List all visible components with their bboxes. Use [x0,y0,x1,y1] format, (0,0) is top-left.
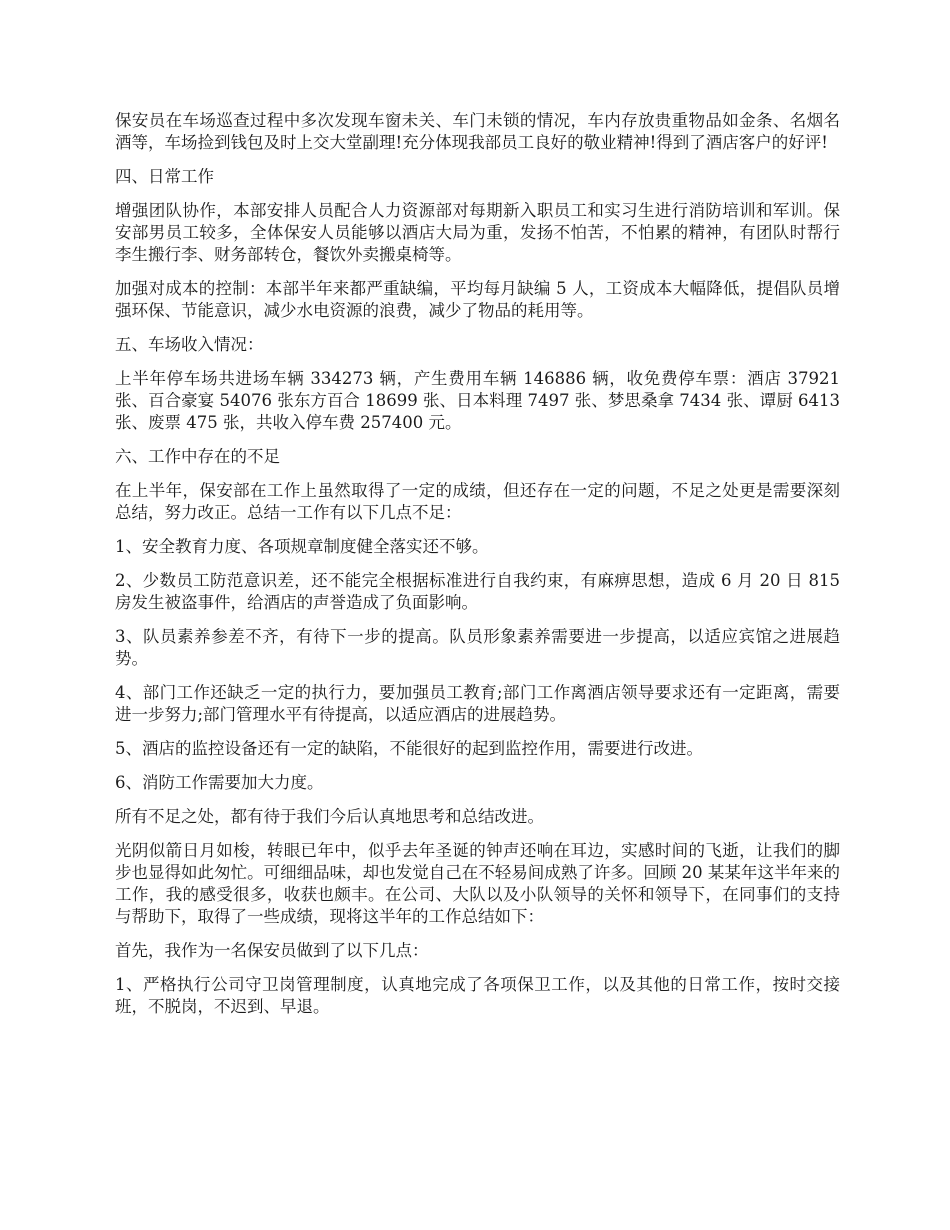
list-item: 1、严格执行公司守卫岗管理制度，认真地完成了各项保卫工作，以及其他的日常工作，按时交接班，不脱岗，不迟到、早退。 [115,975,840,1016]
section-heading: 四、日常工作 [115,167,214,186]
paragraph: 所有不足之处，都有待于我们今后认真地思考和总结改进。 [115,807,544,826]
document-body [115,110,840,1030]
list-item: 4、部门工作还缺乏一定的执行力，要加强员工教育;部门工作离酒店领导要求还有一定距离，需要进一步努力;部门管理水平有待提高，以适应酒店的进展趋势。 [115,683,840,724]
paragraph: 在上半年，保安部在工作上虽然取得了一定的成绩，但还存在一定的问题，不足之处更是需要深刻总结，努力改正。总结一工作有以下几点不足： [115,481,840,522]
paragraph: 光阴似箭日月如梭，转眼已年中，似乎去年圣诞的钟声还响在耳边，实感时间的飞逝，让我们的脚步也显得如此匆忙。可细细品味，却也发觉自己在不轻易间成熟了许多。回顾 20 某某年这半年来的工作，我的感受很多，收获也颇丰。在公司、大队以及小队领导的关怀和领导下，在同事们的支持与帮助下，取得了一些成绩，现将这半年的工作总结如下： [115,841,840,926]
paragraph: 加强对成本的控制：本部半年来都严重缺编，平均每月缺编 5 人，工资成本大幅降低，提倡队员增强环保、节能意识，减少水电资源的浪费，减少了物品的耗用等。 [115,279,840,320]
paragraph: 首先，我作为一名保安员做到了以下几点： [115,941,429,960]
paragraph: 增强团队协作，本部安排人员配合人力资源部对每期新入职员工和实习生进行消防培训和军训。保安部男员工较多，全体保安人员能够以酒店大局为重，发扬不怕苦，不怕累的精神，有团队时帮行李生搬行李、财务部转仓，餐饮外卖搬桌椅等。 [115,201,840,264]
list-item: 2、少数员工防范意识差，还不能完全根据标准进行自我约束，有麻痹思想，造成 6 月 20 日 815 房发生被盗事件，给酒店的声誉造成了负面影响。 [115,571,840,612]
list-item: 6、消防工作需要加大力度。 [115,773,324,792]
list-item: 3、队员素养参差不齐，有待下一步的提高。队员形象素养需要进一步提高，以适应宾馆之进展趋势。 [115,627,840,668]
paragraph: 保安员在车场巡查过程中多次发现车窗未关、车门未锁的情况，车内存放贵重物品如金条、名烟名酒等，车场捡到钱包及时上交大堂副理!充分体现我部员工良好的敬业精神!得到了酒店客户的好评! [115,111,840,152]
paragraph: 上半年停车场共进场车辆 334273 辆，产生费用车辆 146886 辆，收免费停车票：酒店 37921 张、百合豪宴 54076 张东方百合 18699 张、日本料理 7497 张、梦思桑拿 7434 张、谭厨 6413 张、废票 475 张，共收入停车费 257400 元。 [115,369,840,432]
section-heading: 六、工作中存在的不足 [115,447,280,466]
list-item: 1、安全教育力度、各项规章制度健全落实还不够。 [115,537,489,556]
list-item: 5、酒店的监控设备还有一定的缺陷，不能很好的起到监控作用，需要进行改进。 [115,739,703,758]
section-heading: 五、车场收入情况： [115,335,264,354]
